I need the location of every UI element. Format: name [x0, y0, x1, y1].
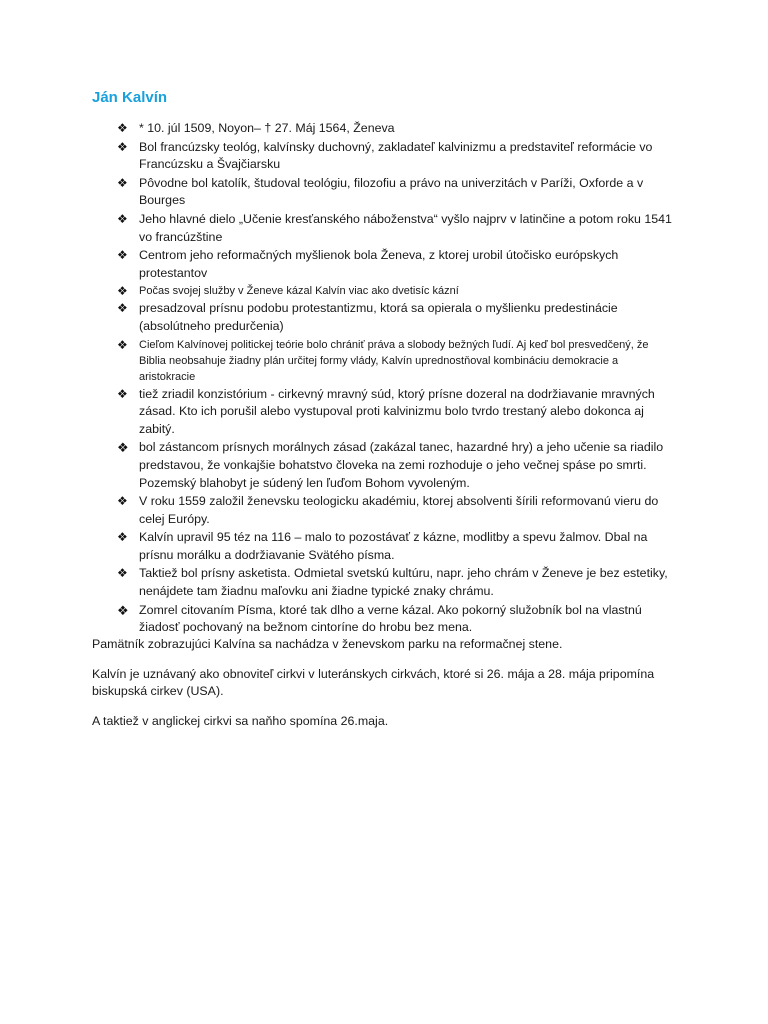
- list-item-text: Cieľom Kalvínovej politickej teórie bolo chrániť práva a slobody bežných ľudí. Aj keď bol presvedčený, že Biblia neobsahuje žiadny plán určitej formy vlády, Kalvín uprednostňoval kombináciu demokracie a aristokracie: [139, 338, 649, 383]
- list-item: [117, 439, 677, 492]
- list-item-text: Bol francúzsky teológ, kalvínsky duchovný, zakladateľ kalvinizmu a predstaviteľ reformácie vo Francúzsku a Švajčiarsku: [139, 139, 653, 172]
- bullet-diamond-icon: ❖: [117, 530, 128, 545]
- list-item-text: V roku 1559 založil ženevsku teologicku akadémiu, ktorej absolventi šírili reformovanú vieru do celej Európy.: [139, 494, 659, 526]
- list-item: [117, 139, 677, 174]
- list-item-text: Taktiež bol prísny asketista. Odmietal svetskú kultúru, napr. jeho chrám v Ženeve je bez estetiky, nenájdete tam žiadnu maľovku ani žiadne typické znaky chrámu.: [139, 566, 668, 599]
- bullet-diamond-icon: ❖: [117, 301, 128, 316]
- paragraph: Pamätník zobrazujúci Kalvína sa nachádza v ženevskom parku na reformačnej stene.: [92, 637, 563, 651]
- bullet-diamond-icon: ❖: [117, 139, 128, 154]
- list-item: [117, 386, 677, 439]
- list-item-text: Kalvín upravil 95 téz na 116 – malo to pozostávať z kázne, modlitby a spevu žalmov. Dbal na prísnu morálku a dodržiavanie Svätého písma.: [139, 530, 648, 562]
- list-item: [117, 300, 677, 335]
- bullet-diamond-icon: ❖: [117, 175, 128, 190]
- list-item: [117, 529, 677, 564]
- list-item: [117, 120, 677, 138]
- bullet-diamond-icon: ❖: [117, 386, 128, 401]
- list-item-text: Centrom jeho reformačných myšlienok bola Ženeva, z ktorej urobil útočisko európskych protestantov: [139, 248, 619, 280]
- paragraph: A taktiež v anglickej cirkvi sa naňho spomína 26.maja.: [92, 713, 389, 728]
- list-item-text: bol zástancom prísnych morálnych zásad (zakázal tanec, hazardné hry) a jeho učenie sa riadilo predstavou, že vonkajšie bohatstvo človeka na zemi rozhoduje o jeho večnej spáse po smrti. Pozemský blahobyt je súdený len ľuďom Bohom vyvoleným.: [139, 440, 664, 490]
- list-item-text: Jeho hlavné dielo „Učenie kresťanského náboženstva“ vyšlo najprv v latinčine a potom roku 1541 vo francúzštine: [139, 211, 672, 244]
- list-item: [117, 493, 677, 528]
- page-title: Ján Kalvín: [92, 89, 168, 106]
- list-item: [117, 283, 677, 299]
- list-item: [117, 247, 677, 282]
- bullet-diamond-icon: ❖: [117, 440, 129, 456]
- list-item: [117, 565, 677, 600]
- list-item-text: presadzoval prísnu podobu protestantizmu, ktorá sa opierala o myšlienku predestinácie (absolútneho predurčenia): [139, 301, 618, 333]
- list-item-text: tiež zriadil konzistórium - cirkevný mravný súd, ktorý prísne dozeral na dodržiavanie mravných zásad. Kto ich porušil alebo vystupoval proti kalvinizmu bolo tvrdo trestaný alebo dokonca aj zabitý.: [139, 386, 655, 436]
- list-item-text: Pôvodne bol katolík, študoval teológiu, filozofiu a právo na univerzitách v Paríži, Oxforde a v Bourges: [139, 175, 644, 208]
- bullet-diamond-icon: ❖: [117, 121, 128, 135]
- list-item: [117, 602, 677, 637]
- list-item: [117, 337, 677, 385]
- bullet-diamond-icon: ❖: [117, 566, 128, 581]
- list-item: [117, 211, 677, 246]
- list-item-text: * 10. júl 1509, Noyon– † 27. Máj 1564, Ženeva: [139, 121, 395, 135]
- bullet-diamond-icon: ❖: [117, 248, 128, 263]
- bullet-list: [117, 120, 677, 638]
- bullet-diamond-icon: ❖: [117, 284, 128, 299]
- bullet-diamond-icon: ❖: [117, 337, 128, 352]
- list-item-text: Zomrel citovaním Písma, ktoré tak dlho a verne kázal. Ako pokorný služobník bol na vlastnú žiadosť pochovaný na bežnom cintoríne do hrobu bez mena.: [139, 602, 642, 635]
- bullet-diamond-icon: ❖: [117, 602, 129, 618]
- list-item: [117, 175, 677, 210]
- paragraph: Kalvín je uznávaný ako obnoviteľ cirkvi v luteránskych cirkvách, ktoré si 26. mája a 28. mája pripomína biskupská cirkev (USA).: [92, 666, 655, 699]
- paragraph-block: [92, 636, 682, 742]
- bullet-diamond-icon: ❖: [117, 211, 128, 226]
- bullet-diamond-icon: ❖: [117, 494, 128, 509]
- list-item-text: Počas svojej služby v Ženeve kázal Kalvín viac ako dvetisíc kázní: [139, 285, 459, 298]
